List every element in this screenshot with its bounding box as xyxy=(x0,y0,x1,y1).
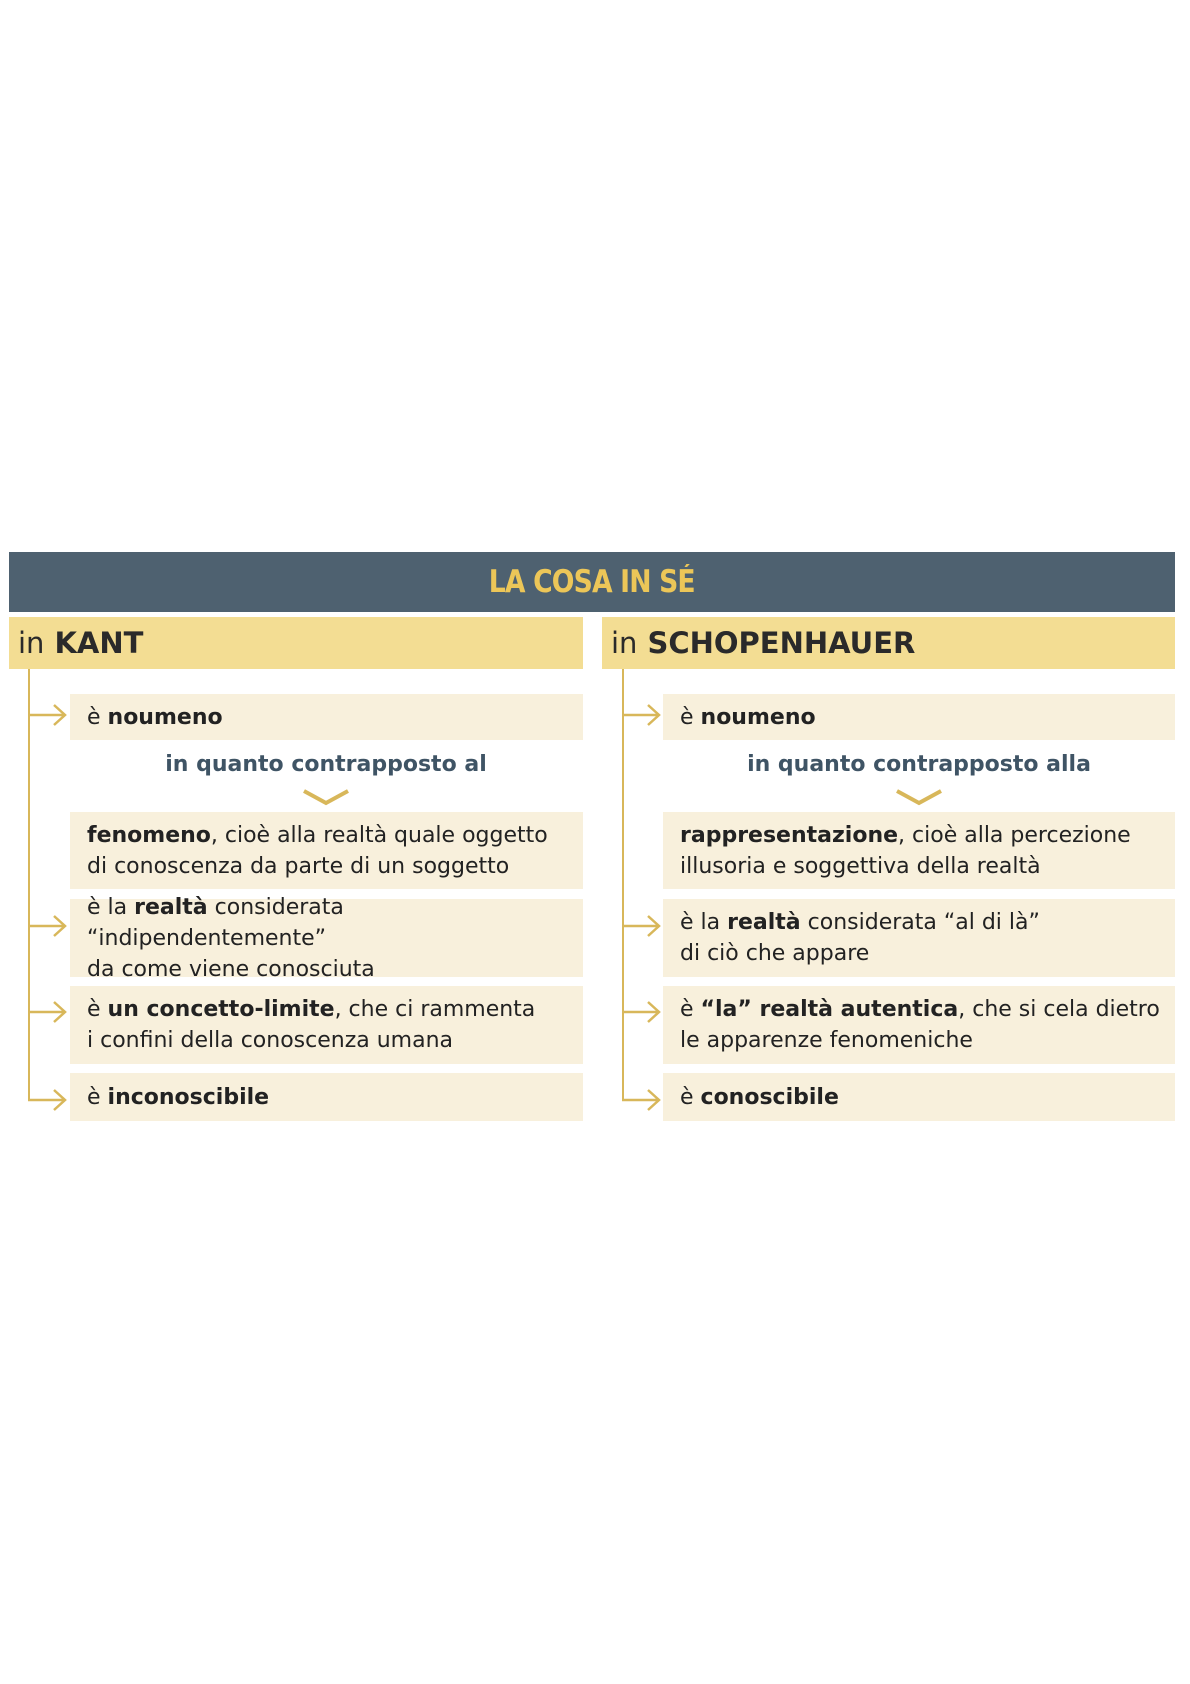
schopenhauer-box-realta: è la realtà considerata “al di là” di ciò che appare xyxy=(663,899,1175,977)
kant-box-concetto-limite: è un concetto-limite, che ci rammenta i confini della conoscenza umana xyxy=(70,986,583,1064)
column-prefix: in xyxy=(611,626,638,660)
chevron-down-icon xyxy=(895,788,943,806)
schopenhauer-box-realta-autentica: è “la” realtà autentica, che si cela dietro le apparenze fenomeniche xyxy=(663,986,1175,1064)
diagram-title: LA COSA IN SÉ xyxy=(489,564,695,600)
schopenhauer-box-noumeno: è noumeno xyxy=(663,694,1175,740)
arrow-right-icon xyxy=(622,702,664,728)
arrow-right-icon xyxy=(28,702,70,728)
kant-box-noumeno: è noumeno xyxy=(70,694,583,740)
schopenhauer-box-rappresentazione: rappresentazione, cioè alla percezione illusoria e soggettiva della realtà xyxy=(663,812,1175,889)
diagram-title-bar xyxy=(9,552,1175,612)
arrow-right-icon xyxy=(28,913,70,939)
kant-box-inconoscibile: è inconoscibile xyxy=(70,1073,583,1121)
kant-box-fenomeno: fenomeno, cioè alla realtà quale oggetto di conoscenza da parte di un soggetto xyxy=(70,812,583,889)
column-header-kant xyxy=(9,617,583,669)
branch-line-schopenhauer xyxy=(622,669,624,1100)
arrow-right-icon xyxy=(622,999,664,1025)
kant-connector-text: in quanto contrapposto al xyxy=(165,752,487,777)
arrow-right-icon xyxy=(28,1087,70,1113)
schopenhauer-connector-text: in quanto contrapposto alla xyxy=(747,752,1091,777)
chevron-down-icon xyxy=(302,788,350,806)
schopenhauer-box-conoscibile: è conoscibile xyxy=(663,1073,1175,1121)
column-name: SCHOPENHAUER xyxy=(647,626,916,660)
arrow-right-icon xyxy=(28,999,70,1025)
column-prefix: in xyxy=(18,626,45,660)
column-header-schopenhauer xyxy=(602,617,1175,669)
arrow-right-icon xyxy=(622,913,664,939)
branch-line-kant xyxy=(28,669,30,1100)
arrow-right-icon xyxy=(622,1087,664,1113)
column-name: KANT xyxy=(54,626,144,660)
kant-box-realta: è la realtà considerata “indipendentemente” da come viene conosciuta xyxy=(70,899,583,977)
